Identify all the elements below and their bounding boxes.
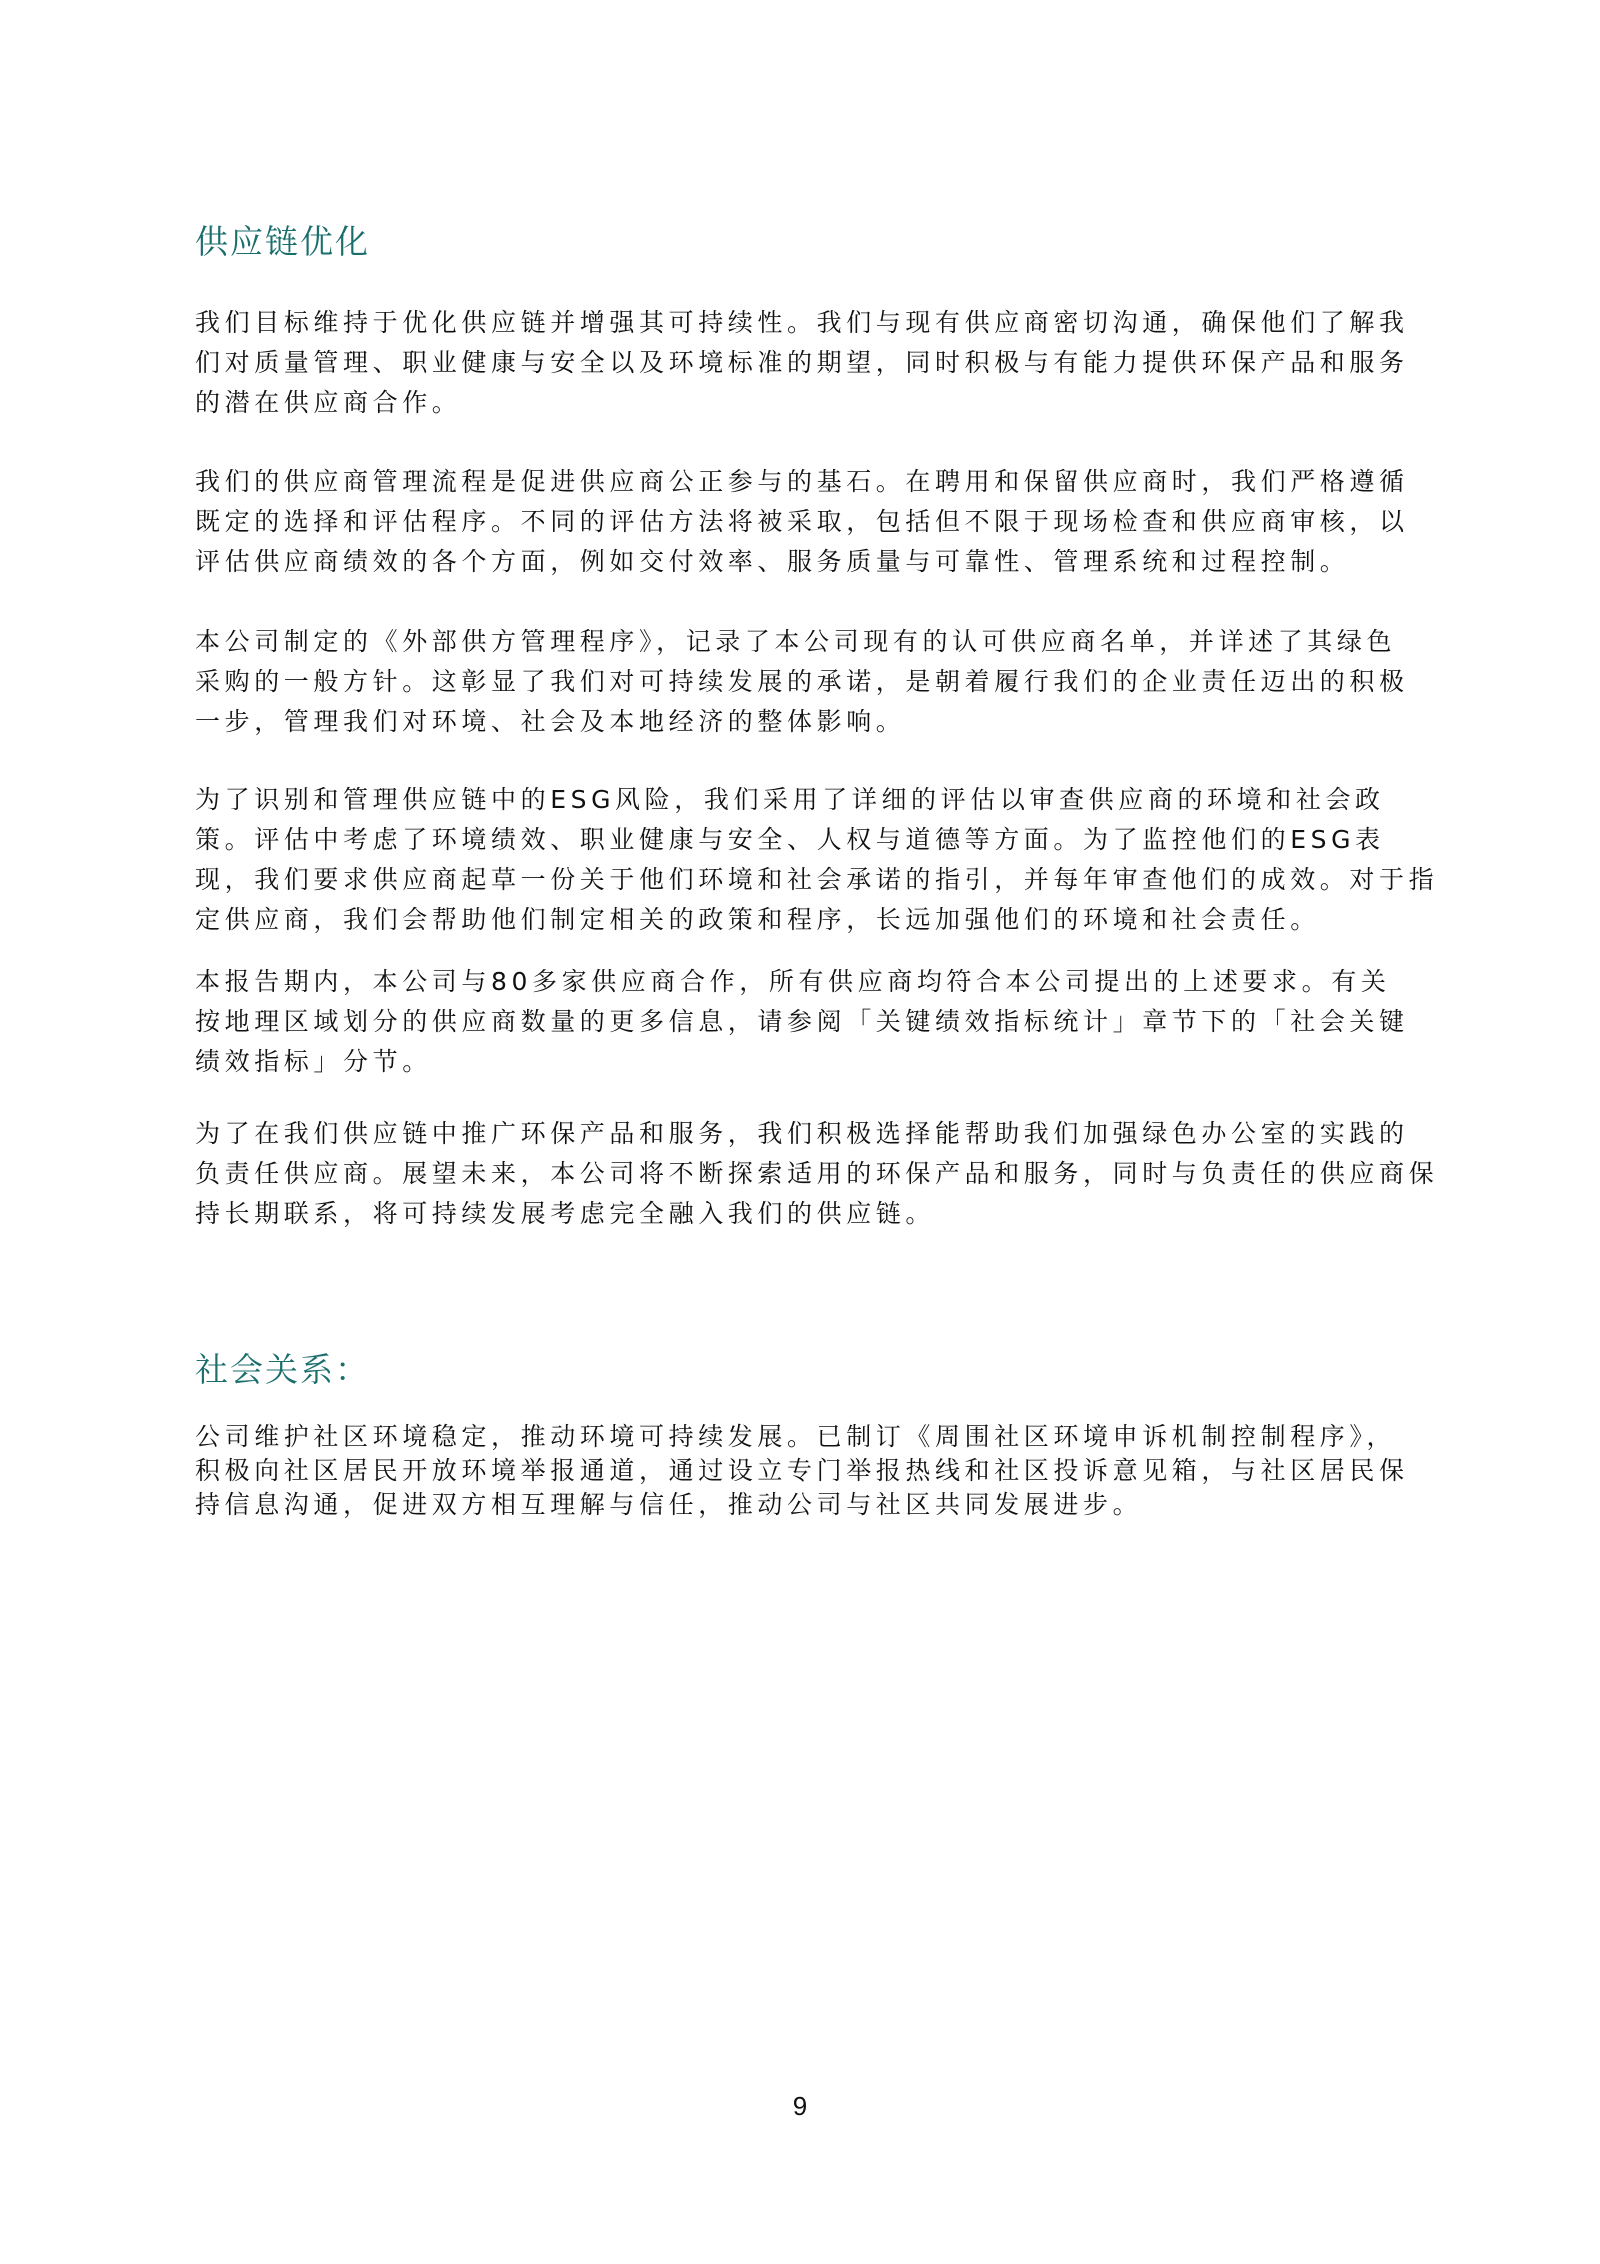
text-line: 负责任供应商。展望未来，本公司将不断探索适用的环保产品和服务，同时与负责任的供应商保 [195,1159,1439,1188]
text-line: 既定的选择和评估程序。不同的评估方法将被采取，包括但不限于现场检查和供应商审核，以 [195,507,1409,536]
paragraph-community-relations [195,1420,1409,1522]
text-line: 为了识别和管理供应链中的ESG风险，我们采用了详细的评估以审查供应商的环境和社会政 [195,785,1385,814]
text-line: 积极向社区居民开放环境举报通道，通过设立专门举报热线和社区投诉意见箱，与社区居民保 [195,1456,1409,1485]
text-line: 绩效指标」分节。 [195,1047,432,1076]
paragraph-green-products [195,1114,1438,1234]
paragraph-reporting-period [195,962,1409,1082]
paragraph-supply-chain-goal [195,303,1409,423]
page-number: 9 [792,2091,808,2121]
text-line: 我们的供应商管理流程是促进供应商公正参与的基石。在聘用和保留供应商时，我们严格遵循 [195,467,1409,496]
text-line: 我们目标维持于优化供应链并增强其可持续性。我们与现有供应商密切沟通，确保他们了解我 [195,308,1409,337]
text-line: 们对质量管理、职业健康与安全以及环境标准的期望，同时积极与有能力提供环保产品和服务 [195,348,1409,377]
text-line: 持信息沟通，促进双方相互理解与信任，推动公司与社区共同发展进步。 [195,1490,1143,1519]
text-line: 为了在我们供应链中推广环保产品和服务，我们积极选择能帮助我们加强绿色办公室的实践的 [195,1119,1409,1148]
text-line: 持长期联系，将可持续发展考虑完全融入我们的供应链。 [195,1199,936,1228]
text-line: 现，我们要求供应商起草一份关于他们环境和社会承诺的指引，并每年审查他们的成效。对于指 [195,865,1439,894]
text-line: 本公司制定的《外部供方管理程序》，记录了本公司现有的认可供应商名单，并详述了其绿色 [195,627,1397,656]
paragraph-esg-risk [195,780,1438,940]
text-line: 定供应商，我们会帮助他们制定相关的政策和程序，长远加强他们的环境和社会责任。 [195,905,1320,934]
text-line: 的潜在供应商合作。 [195,388,462,417]
text-line: 本报告期内，本公司与80多家供应商合作，所有供应商均符合本公司提出的上述要求。有关 [195,967,1391,996]
paragraph-supplier-management [195,462,1409,582]
text-line: 公司维护社区环境稳定，推动环境可持续发展。已制订《周围社区环境申诉机制控制程序》， [195,1422,1397,1451]
section-heading-supply-chain: 供应链优化 [195,222,370,261]
paragraph-external-supplier-procedure [195,622,1409,742]
text-line: 策。评估中考虑了环境绩效、职业健康与安全、人权与道德等方面。为了监控他们的ESG表 [195,825,1385,854]
text-line: 评估供应商绩效的各个方面，例如交付效率、服务质量与可靠性、管理系统和过程控制。 [195,547,1350,576]
text-line: 按地理区域划分的供应商数量的更多信息，请参阅「关键绩效指标统计」章节下的「社会关键 [195,1007,1409,1036]
text-line: 采购的一般方针。这彰显了我们对可持续发展的承诺，是朝着履行我们的企业责任迈出的积极 [195,667,1409,696]
section-heading-community-relations: 社会关系： [195,1350,370,1389]
text-line: 一步，管理我们对环境、社会及本地经济的整体影响。 [195,707,906,736]
